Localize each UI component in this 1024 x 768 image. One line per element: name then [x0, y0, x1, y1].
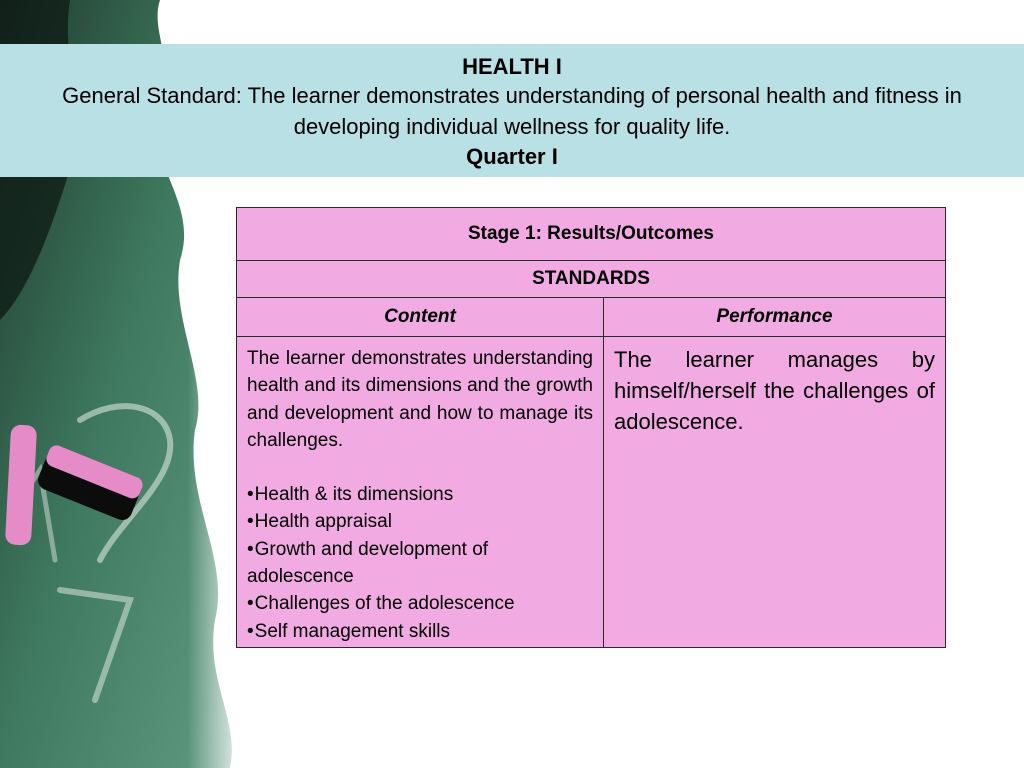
list-item: • Challenges of the adolescence	[247, 590, 593, 617]
page-title: HEALTH I	[462, 54, 562, 79]
table-row	[237, 298, 946, 337]
content-bullet-list	[237, 481, 603, 645]
list-item: • Health & its dimensions	[247, 481, 593, 508]
column-header-content: Content	[237, 298, 604, 337]
column-header-performance: Performance	[604, 298, 946, 337]
general-standard-text: General Standard: The learner demonstrates understanding of personal health and fitness in developing individual wellness for quality life.	[62, 83, 962, 139]
content-cell	[237, 337, 604, 648]
table-row	[237, 337, 946, 648]
performance-description: The learner manages by himself/herself the challenges of adolescence.	[614, 347, 935, 434]
quarter-label: Quarter I	[466, 144, 558, 169]
header-band	[0, 44, 1024, 177]
list-item: • Growth and development of adolescence	[247, 536, 593, 591]
list-item: • Health appraisal	[247, 508, 593, 535]
standards-label-cell: STANDARDS	[237, 261, 946, 298]
table-row	[237, 208, 946, 261]
performance-cell	[604, 337, 946, 648]
stage-title-cell: Stage 1: Results/Outcomes	[237, 208, 946, 261]
outcomes-table	[236, 207, 946, 648]
content-description: The learner demonstrates understanding health and its dimensions and the growth and development and how to manage its challenges.	[247, 348, 593, 451]
table-row	[237, 261, 946, 298]
list-item: • Self management skills	[247, 618, 593, 645]
